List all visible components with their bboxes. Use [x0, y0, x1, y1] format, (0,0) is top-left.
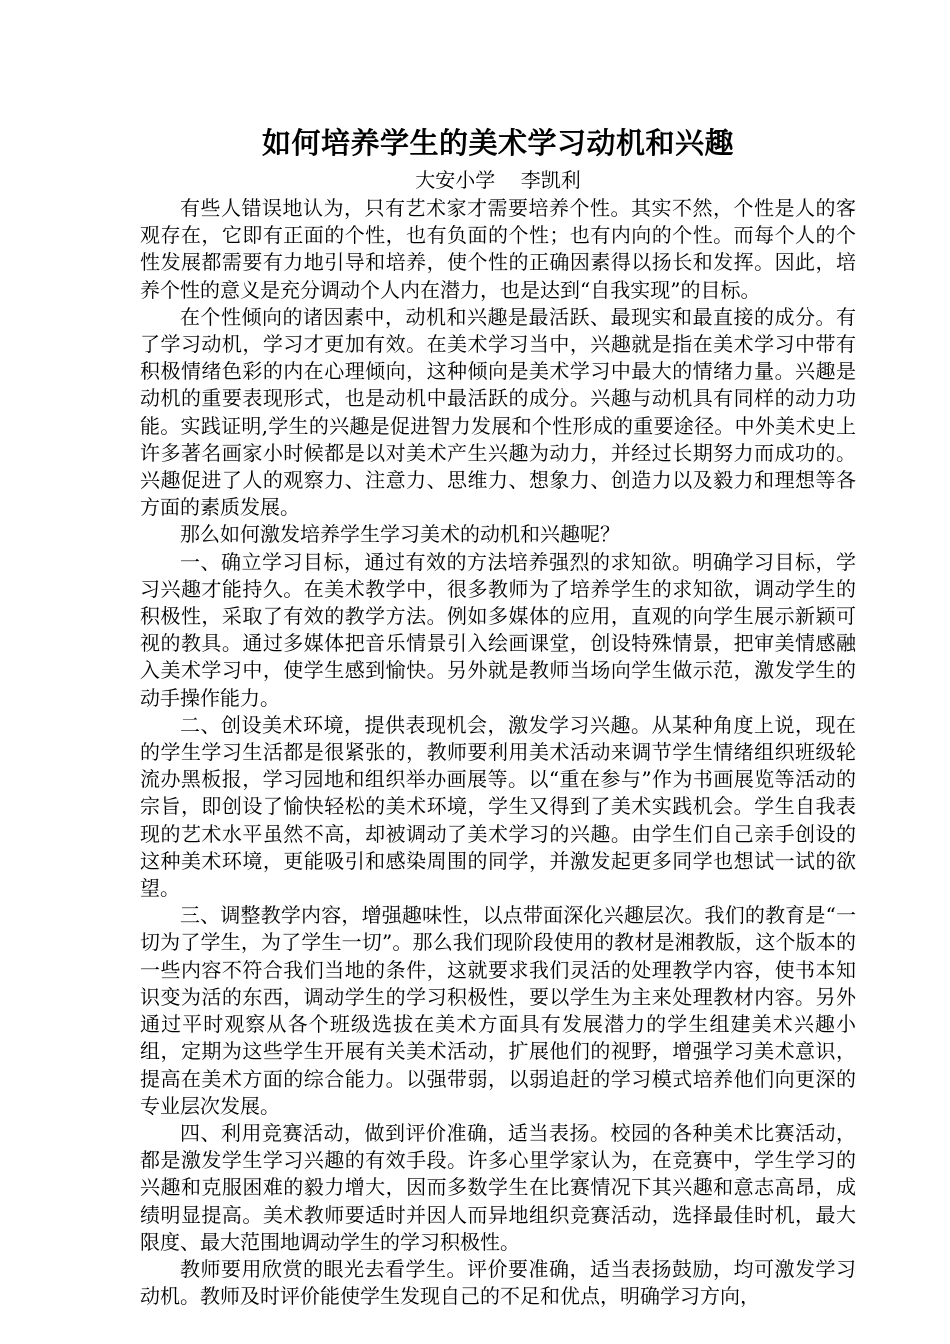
paragraph: 二、创设美术环境，提供表现机会，激发学习兴趣。从某种角度上说，现在的学生学习生活都是很紧张的，教师要利用美术活动来调节学生情绪组织班级轮流办黑板报，学习园地和组织举办画展等。以“重在参与”作为书画展览等活动的宗旨，即创设了愉快轻松的美术环境，学生又得到了美术实践机会。学生自我表现的艺术水平虽然不高，却被调动了美术学习的兴趣。由学生们自己亲手创设的这种美术环境，更能吸引和感染周围的同学，并激发起更多同学也想试一试的欲望。 — [140, 712, 856, 901]
document-title: 如何培养学生的美术学习动机和兴趣 — [261, 126, 734, 160]
paragraph: 一、确立学习目标，通过有效的方法培养强烈的求知欲。明确学习目标，学习兴趣才能持久。在美术教学中，很多教师为了培养学生的求知欲，调动学生的积极性，采取了有效的教学方法。例如多媒体的应用，直观的向学生展示新颖可视的教具。通过多媒体把音乐情景引入绘画课堂，创设特殊情景，把审美情感融入美术学习中，使学生感到愉快。另外就是教师当场向学生做示范，激发学生的动手操作能力。 — [140, 549, 856, 710]
paragraph: 有些人错误地认为，只有艺术家才需要培养个性。其实不然，个性是人的客观存在，它即有正面的个性，也有负面的个性；也有内向的个性。而每个人的个性发展都需要有力地引导和培养，使个性的正确因素得以扬长和发挥。因此，培养个性的意义是充分调动个人内在潜力，也是达到“自我实现”的目标。 — [140, 196, 856, 302]
paragraph: 那么如何激发培养学生学习美术的动机和兴趣呢？ — [180, 522, 620, 547]
paragraph: 教师要用欣赏的眼光去看学生。评价要准确，适当表扬鼓励，均可激发学习动机。教师及时评价能使学生发现自己的不足和优点，明确学习方向， — [140, 1256, 856, 1309]
document-page — [140, 120, 856, 1310]
paragraph: 四、利用竞赛活动，做到评价准确，适当表扬。校园的各种美术比赛活动，都是激发学生学习兴趣的有效手段。许多心里学家认为，在竞赛中，学生学习的兴趣和克服困难的毅力增大，因而多数学生在比赛情况下其兴趣和意志高昂，成绩明显提高。美术教师要适时并因人而异地组织竞赛活动，选择最佳时机，最大限度、最大范围地调动学生的学习积极性。 — [140, 1120, 856, 1254]
paragraph: 三、调整教学内容，增强趣味性，以点带面深化兴趣层次。我们的教育是“一切为了学生，为了学生一切”。那么我们现阶段使用的教材是湘教版，这个版本的一些内容不符合我们当地的条件，这就要求我们灵活的处理教学内容，使书本知识变为活的东西，调动学生的学习积极性，要以学生为主来处理教材内容。另外通过平时观察从各个班级选拔在美术方面具有发展潜力的学生组建美术兴趣小组，定期为这些学生开展有关美术活动，扩展他们的视野，增强学习美术意识，提高在美术方面的综合能力。以强带弱，以弱追赶的学习模式培养他们向更深的专业层次发展。 — [140, 903, 856, 1118]
paragraph: 在个性倾向的诸因素中，动机和兴趣是最活跃、最现实和最直接的成分。有了学习动机，学习才更加有效。在美术学习当中，兴趣就是指在美术学习中带有积极情绪色彩的内在心理倾向，这种倾向是美术学习中最大的情绪力量。兴趣是动机的重要表现形式，也是动机中最活跃的成分。兴趣与动机具有同样的动力功能。实践证明,学生的兴趣是促进智力发展和个性形成的重要途径。中外美术史上许多著名画家小时候都是以对美术产生兴趣为动力，并经过长期努力而成功的。兴趣促进了人的观察力、注意力、思维力、想象力、创造力以及毅力和理想等各方面的素质发展。 — [140, 304, 856, 520]
author-line: 大安小学 李凯利 — [415, 168, 581, 192]
document-body — [140, 195, 856, 1310]
